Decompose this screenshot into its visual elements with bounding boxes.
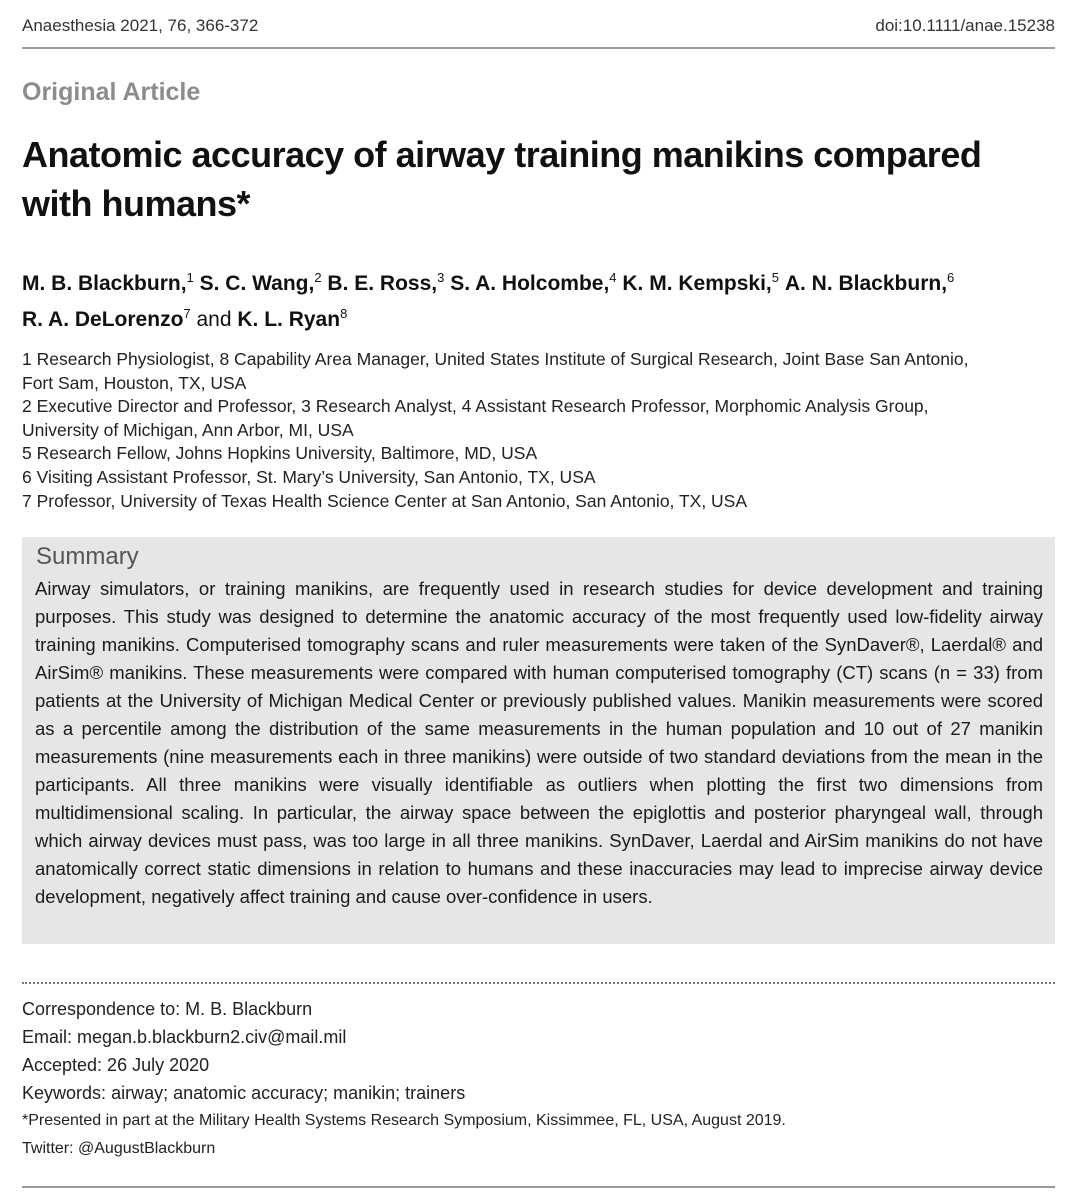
- author-conjunction: and: [196, 308, 232, 331]
- author-sup: 8: [340, 306, 348, 321]
- summary-heading: Summary: [36, 543, 139, 570]
- email[interactable]: Email: megan.b.blackburn2.civ@mail.mil: [22, 1027, 347, 1047]
- author-name: K. L. Ryan: [237, 308, 341, 331]
- affiliation-line: 6 Visiting Assistant Professor, St. Mary’s University, San Antonio, TX, USA: [22, 466, 596, 487]
- running-header: [22, 16, 1055, 42]
- author-list: [22, 263, 1057, 335]
- author-name: B. E. Ross,: [327, 272, 438, 295]
- author-sup: 3: [437, 270, 445, 285]
- accepted-date: Accepted: 26 July 2020: [22, 1055, 210, 1075]
- header-rule: [22, 47, 1055, 49]
- correspondence: Correspondence to: M. B. Blackburn: [22, 999, 313, 1019]
- author-line-1: [22, 263, 1057, 299]
- author-sup: 6: [947, 270, 955, 285]
- dotted-divider: [22, 982, 1055, 984]
- affiliation-line: Fort Sam, Houston, TX, USA: [22, 372, 247, 393]
- keywords: [22, 1079, 1022, 1107]
- author-sup: 4: [609, 270, 617, 285]
- affiliations: [22, 348, 1062, 513]
- author-line-2: [22, 299, 1057, 335]
- author-name: R. A. DeLorenzo: [22, 308, 184, 331]
- twitter-handle[interactable]: Twitter: @AugustBlackburn: [22, 1140, 216, 1157]
- affiliation-line: University of Michigan, Ann Arbor, MI, USA: [22, 419, 354, 440]
- keywords-label: Keywords:: [22, 1083, 107, 1103]
- keywords-list: airway; anatomic accuracy; manikin; trainers: [111, 1083, 466, 1103]
- affiliation-line: 2 Executive Director and Professor, 3 Research Analyst, 4 Assistant Research Professor, Morphomic Analysis Group,: [22, 396, 929, 417]
- title-line-2: with humans*: [22, 183, 251, 224]
- journal-citation: Anaesthesia 2021, 76, 366-372: [22, 16, 259, 35]
- affiliation-line: 7 Professor, University of Texas Health Science Center at San Antonio, San Antonio, TX, USA: [22, 490, 748, 511]
- author-sup: 5: [771, 270, 779, 285]
- summary-box: [22, 537, 1055, 944]
- affiliation-line: 5 Research Fellow, Johns Hopkins University, Baltimore, MD, USA: [22, 443, 538, 464]
- article-type: Original Article: [22, 78, 201, 106]
- presented-note: *Presented in part at the Military Health Systems Research Symposium, Kissimmee, FL, USA, August 2019.: [22, 1112, 786, 1129]
- footer-rule: [22, 1186, 1055, 1188]
- author-name: M. B. Blackburn,: [22, 272, 187, 295]
- summary-text: Airway simulators, or training manikins, are frequently used in research studies for device development and training purposes. This study was designed to determine the anatomic accuracy of the most frequently used low-fidelity airway training manikins. Computerised tomography scans and ruler measurements were taken of the SynDaver®, Laerdal® and AirSim® manikins. These measurements were compared with human computerised tomography (CT) scans (n = 33) from patients at the University of Michigan Medical Center or previously published values. Manikin measurements were scored as a percentile among the distribution of the same measurements in the human population and 10 out of 27 manikin measurements (nine measurements each in three manikins) were outside of two standard deviations from the mean in the participants. All three manikins were visually identifiable as outliers when plotting the first two dimensions from multidimensional scaling. In particular, the airway space between the epiglottis and posterior pharyngeal wall, through which airway devices must pass, was too large in all three manikins. SynDaver, Laerdal and AirSim manikins do not have anatomically correct static dimensions in relation to humans and these inaccuracies may lead to imprecise airway device development, negatively affect training and cause over-confidence in users.: [35, 578, 1043, 907]
- affiliation-line: 1 Research Physiologist, 8 Capability Area Manager, United States Institute of Surgical Research, Joint Base San Antonio,: [22, 349, 969, 369]
- article-meta: [22, 995, 1022, 1163]
- author-name: S. C. Wang,: [199, 272, 315, 295]
- doi-link[interactable]: doi:10.1111/anae.15238: [875, 16, 1055, 35]
- author-name: K. M. Kempski,: [622, 272, 772, 295]
- author-sup: 2: [314, 270, 322, 285]
- author-name: S. A. Holcombe,: [450, 272, 610, 295]
- article-title: [22, 130, 1042, 228]
- author-name: A. N. Blackburn,: [784, 272, 948, 295]
- author-sup: 1: [186, 270, 194, 285]
- title-line-1: Anatomic accuracy of airway training manikins compared: [22, 134, 982, 175]
- author-sup: 7: [183, 306, 191, 321]
